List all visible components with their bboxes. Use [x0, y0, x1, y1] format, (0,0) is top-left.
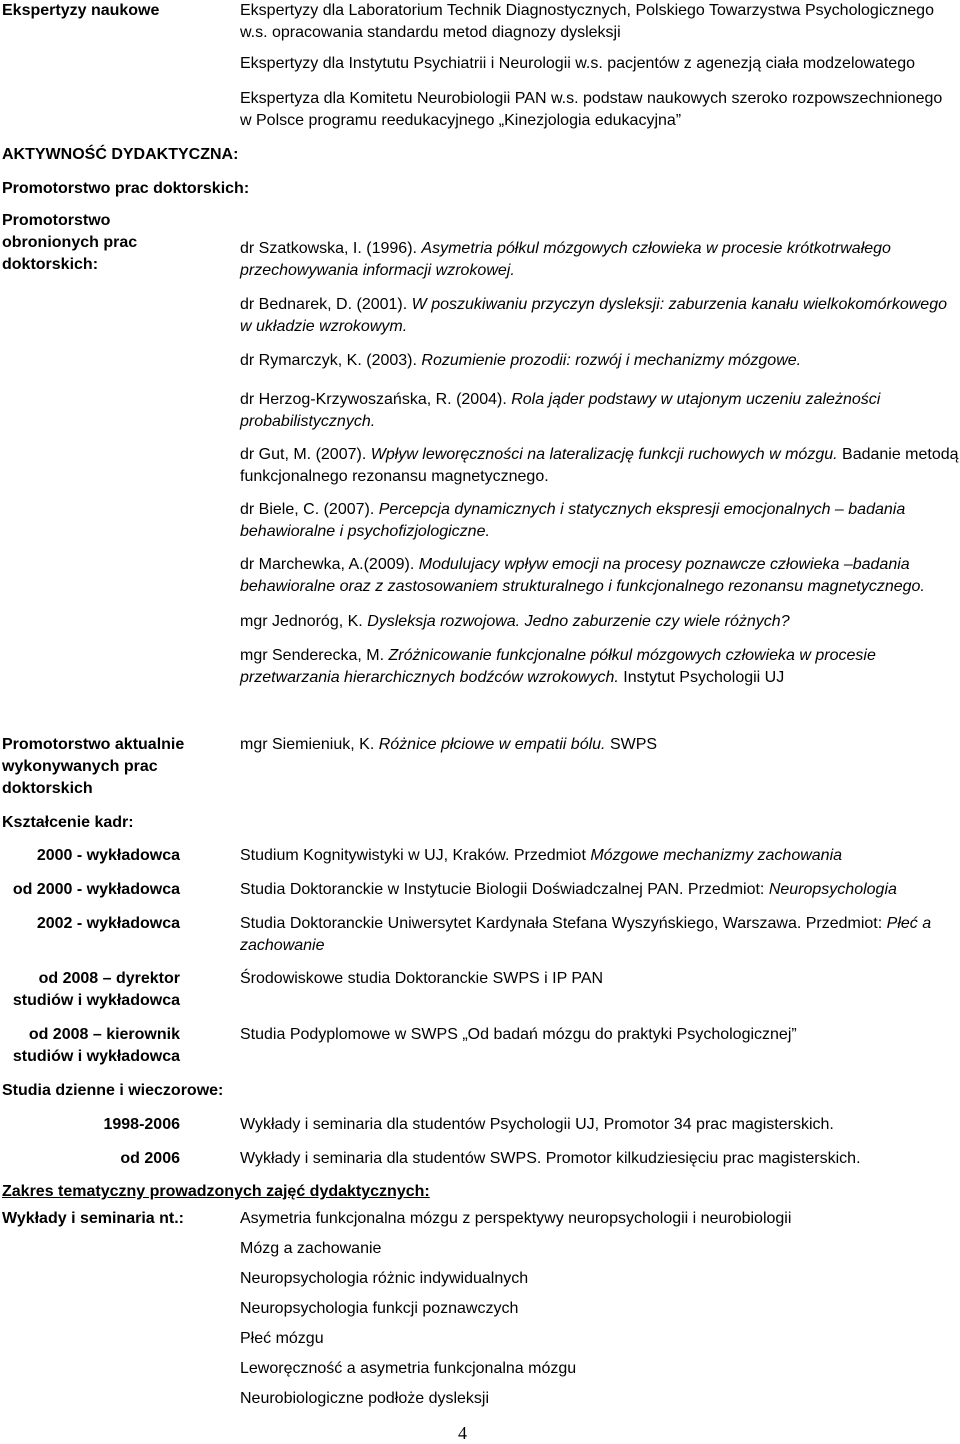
topic-item: Neuropsychologia różnic indywidualnych: [240, 1270, 529, 1287]
thesis-extra: Instytut Psychologii UJ: [623, 669, 785, 686]
training-text: Środowiskowe studia Doktoranckie SWPS i IP PAN: [240, 970, 604, 987]
topic-item: Asymetria funkcjonalna mózgu z perspektywy neuropsychologii i neurobiologii: [240, 1210, 792, 1227]
topic-item: Neuropsychologia funkcji poznawczych: [240, 1300, 519, 1317]
study-text: Wykłady i seminaria dla studentów SWPS. Promotor kilkudziesięciu prac magisterskich.: [240, 1150, 861, 1167]
thesis-entry: [240, 238, 950, 282]
training-role: od 2000 - wykładowca: [12, 881, 180, 898]
thesis-entry: [240, 645, 900, 689]
current-label: Promotorstwo aktualnie wykonywanych prac doktorskich: [2, 736, 185, 797]
thesis-title: Modulujacy wpływ emocji na procesy poznawcze człowieka –badania behawioralne oraz z zastosowaniem strukturalnego i funkcjonalnego rezonansu magnetycznego.: [240, 556, 925, 595]
topic-item: Neurobiologiczne podłoże dysleksji: [240, 1390, 490, 1407]
thesis-entry: [240, 611, 950, 633]
thesis-author: mgr Siemieniuk, K.: [240, 736, 375, 753]
page-number: 4: [458, 1423, 467, 1443]
defended-label: Promotorstwo obronionych prac doktorskich:: [2, 212, 138, 273]
day-evening-heading: Studia dzienne i wieczorowe:: [2, 1082, 224, 1099]
didactic-heading: AKTYWNOŚĆ DYDAKTYCZNA:: [2, 146, 239, 163]
training-row: [240, 968, 950, 990]
training-subject: Mózgowe mechanizmy zachowania: [590, 847, 843, 864]
expertise-item: Ekspertyzy dla Laboratorium Technik Diagnostycznych, Polskiego Towarzystwa Psychologicznego w.s. opracowania standardu metod diagnozy dysleksji: [240, 2, 934, 41]
study-period: od 2006: [120, 1150, 180, 1167]
training-row: [240, 879, 950, 901]
thesis-entry: [240, 389, 940, 433]
thesis-author: dr Marchewka, A.(2009).: [240, 556, 415, 573]
training-text: Studia Doktoranckie w Instytucie Biologii Doświadczalnej PAN. Przedmiot:: [240, 881, 769, 898]
thesis-title: Rola jąder podstawy w utajonym uczeniu zależności probabilistycznych.: [240, 391, 881, 430]
thesis-title: Rozumienie prozodii: rozwój i mechanizmy mózgowe.: [421, 352, 802, 369]
promotorstwo-heading: Promotorstwo prac doktorskich:: [2, 180, 250, 197]
thesis-title: W poszukiwaniu przyczyn dysleksji: zaburzenia kanału wielkokomórkowego w układzie wzrokowym.: [240, 296, 947, 335]
thesis-title: Asymetria półkul mózgowych człowieka w procesie krótkotrwałego przechowywania informacji wzrokowej.: [240, 240, 891, 279]
thesis-title: Różnice płciowe w empatii bólu.: [378, 736, 606, 753]
thesis-author: dr Gut, M. (2007).: [240, 446, 367, 463]
topics-heading: Zakres tematyczny prowadzonych zajęć dydaktycznych:: [2, 1183, 430, 1200]
training-role: od 2008 – dyrektor studiów i wykładowca: [12, 970, 180, 1009]
thesis-author: mgr Jednoróg, K.: [240, 613, 363, 630]
expertise-item: Ekspertyza dla Komitetu Neurobiologii PAN w.s. podstaw naukowych szeroko rozpowszechnionego w Polsce programu reedukacyjnego „Kinezjologia edukacyjna”: [240, 90, 943, 129]
training-text: Studium Kognitywistyki w UJ, Kraków. Przedmiot: [240, 847, 591, 864]
training-text: Studia Podyplomowe w SWPS „Od badań mózgu do praktyki Psychologicznej”: [240, 1026, 797, 1043]
thesis-extra: Badanie metodą funkcjonalnego rezonansu magnetycznego.: [240, 446, 959, 485]
training-heading: Kształcenie kadr:: [2, 814, 134, 831]
training-role: 2002 - wykładowca: [36, 915, 180, 932]
training-subject: Płeć a zachowanie: [240, 915, 932, 954]
current-thesis: [240, 734, 950, 756]
thesis-title: Zróżnicowanie funkcjonalne półkul mózgowych człowieka w procesie przetwarzania hierarchicznych bodźców wzrokowych.: [240, 647, 876, 686]
training-text: Studia Doktoranckie Uniwersytet Kardynała Stefana Wyszyńskiego, Warszawa. Przedmiot:: [240, 915, 887, 932]
topics-label: Wykłady i seminaria nt.:: [2, 1210, 184, 1227]
thesis-entry: [240, 554, 940, 598]
thesis-author: dr Bednarek, D. (2001).: [240, 296, 408, 313]
training-row: [240, 913, 945, 957]
thesis-author: dr Rymarczyk, K. (2003).: [240, 352, 417, 369]
thesis-extra: SWPS: [609, 736, 658, 753]
thesis-title: Dysleksja rozwojowa. Jedno zaburzenie czy wiele różnych?: [367, 613, 790, 630]
thesis-title: Wpływ leworęczności na lateralizację funkcji ruchowych w mózgu.: [370, 446, 838, 463]
training-role: od 2008 – kierownik studiów i wykładowca: [12, 1026, 180, 1065]
study-text: Wykłady i seminaria dla studentów Psychologii UJ, Promotor 34 prac magisterskich.: [240, 1116, 834, 1133]
topic-item: Leworęczność a asymetria funkcjonalna mózgu: [240, 1360, 577, 1377]
thesis-entry: [240, 350, 950, 372]
topic-item: Mózg a zachowanie: [240, 1240, 382, 1257]
thesis-entry: [240, 499, 940, 543]
thesis-entry: [240, 294, 960, 338]
study-period: 1998-2006: [103, 1116, 180, 1133]
expertise-item: Ekspertyzy dla Instytutu Psychiatrii i Neurologii w.s. pacjentów z agenezją ciała modzelowatego: [240, 55, 915, 72]
training-row: [240, 1024, 950, 1046]
thesis-author: mgr Senderecka, M.: [240, 647, 385, 664]
topic-item: Płeć mózgu: [240, 1330, 324, 1347]
thesis-author: dr Biele, C. (2007).: [240, 501, 375, 518]
training-subject: Neuropsychologia: [768, 881, 897, 898]
training-role: 2000 - wykładowca: [36, 847, 180, 864]
thesis-author: dr Herzog-Krzywoszańska, R. (2004).: [240, 391, 507, 408]
thesis-author: dr Szatkowska, I. (1996).: [240, 240, 417, 257]
training-row: [240, 845, 950, 867]
thesis-entry: [240, 444, 960, 488]
expertise-heading: Ekspertyzy naukowe: [2, 2, 160, 19]
thesis-title: Percepcja dynamicznych i statycznych ekspresji emocjonalnych – badania behawioralne i psychofizjologiczne.: [240, 501, 906, 540]
